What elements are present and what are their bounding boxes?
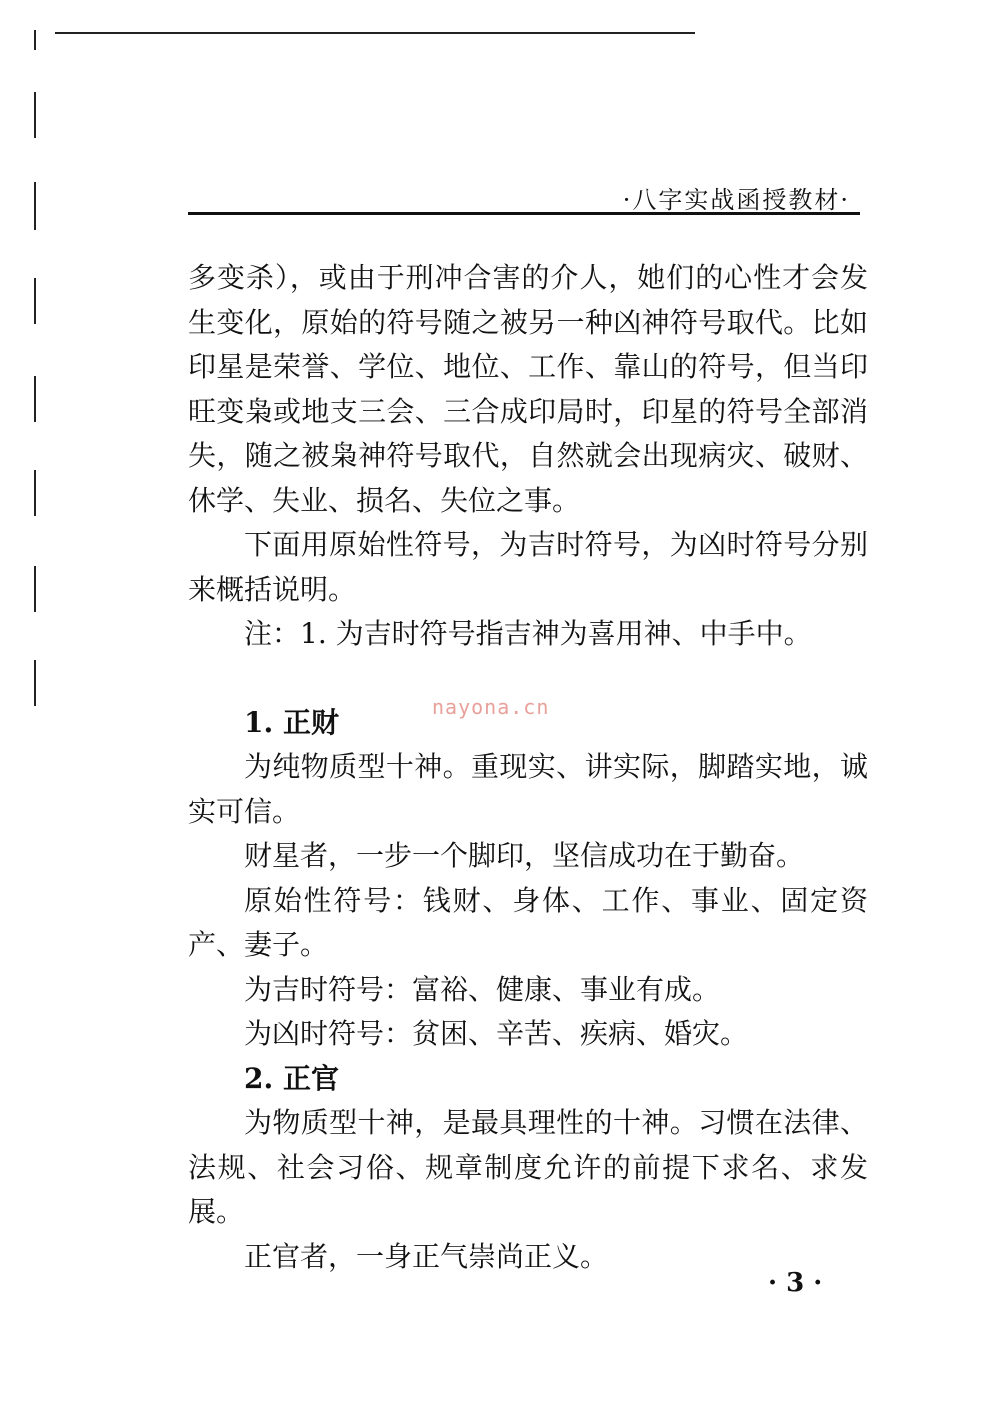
paragraph: 为吉时符号：富裕、健康、事业有成。 — [244, 972, 721, 1006]
note-paragraph: 注：1. 为吉时符号指吉神为喜用神、中手中。 — [244, 617, 812, 650]
scan-edge-mark — [34, 470, 36, 516]
paragraph: 正官者，一身正气崇尚正义。 — [244, 1239, 609, 1273]
section-heading-zhengcai: 1. 正财 — [244, 705, 339, 739]
paragraph: 原始性符号：钱财、身体、工作、事业、固定资产、妻子。 — [188, 883, 868, 961]
paragraph: 下面用原始性符号，为吉时符号，为凶时符号分别来概括说明。 — [188, 528, 868, 606]
paragraph: 为物质型十神，是最具理性的十神。习惯在法律、法规、社会习俗、规章制度允许的前提下求名、求发展。 — [188, 1106, 868, 1228]
scan-edge-mark — [34, 92, 36, 138]
scan-top-rule — [55, 32, 695, 34]
scan-edge-mark — [34, 182, 36, 230]
scan-edge-mark — [34, 376, 36, 422]
scan-edge-mark — [34, 566, 36, 612]
running-header: ·八字实战函授教材· — [622, 186, 850, 214]
watermark: nayona.cn — [432, 695, 550, 719]
scan-edge-mark — [34, 660, 36, 706]
paragraph: 多变杀），或由于刑冲合害的介人，她们的心性才会发生变化，原始的符号随之被另一种凶神符号取代。比如印星是荣誉、学位、地位、工作、靠山的符号，但当印旺变枭或地支三会、三合成印局时，印星的符号全部消失，随之被枭神符号取代，自然就会出现病灾、破财、休学、失业、损名、失位之事。 — [188, 261, 868, 517]
scan-edge-mark — [34, 30, 36, 50]
scan-edge-mark — [34, 278, 36, 324]
paragraph: 为纯物质型十神。重现实、讲实际，脚踏实地，诚实可信。 — [188, 750, 868, 828]
paragraph: 财星者，一步一个脚印，坚信成功在于勤奋。 — [244, 839, 805, 872]
page-number: · 3 · — [768, 1268, 823, 1298]
section-heading-zhengguan: 2. 正官 — [244, 1061, 339, 1095]
paragraph: 为凶时符号：贫困、辛苦、疾病、婚灾。 — [244, 1017, 749, 1050]
header-rule — [188, 212, 860, 215]
section-spacer — [188, 657, 868, 701]
page-body — [188, 256, 868, 1279]
